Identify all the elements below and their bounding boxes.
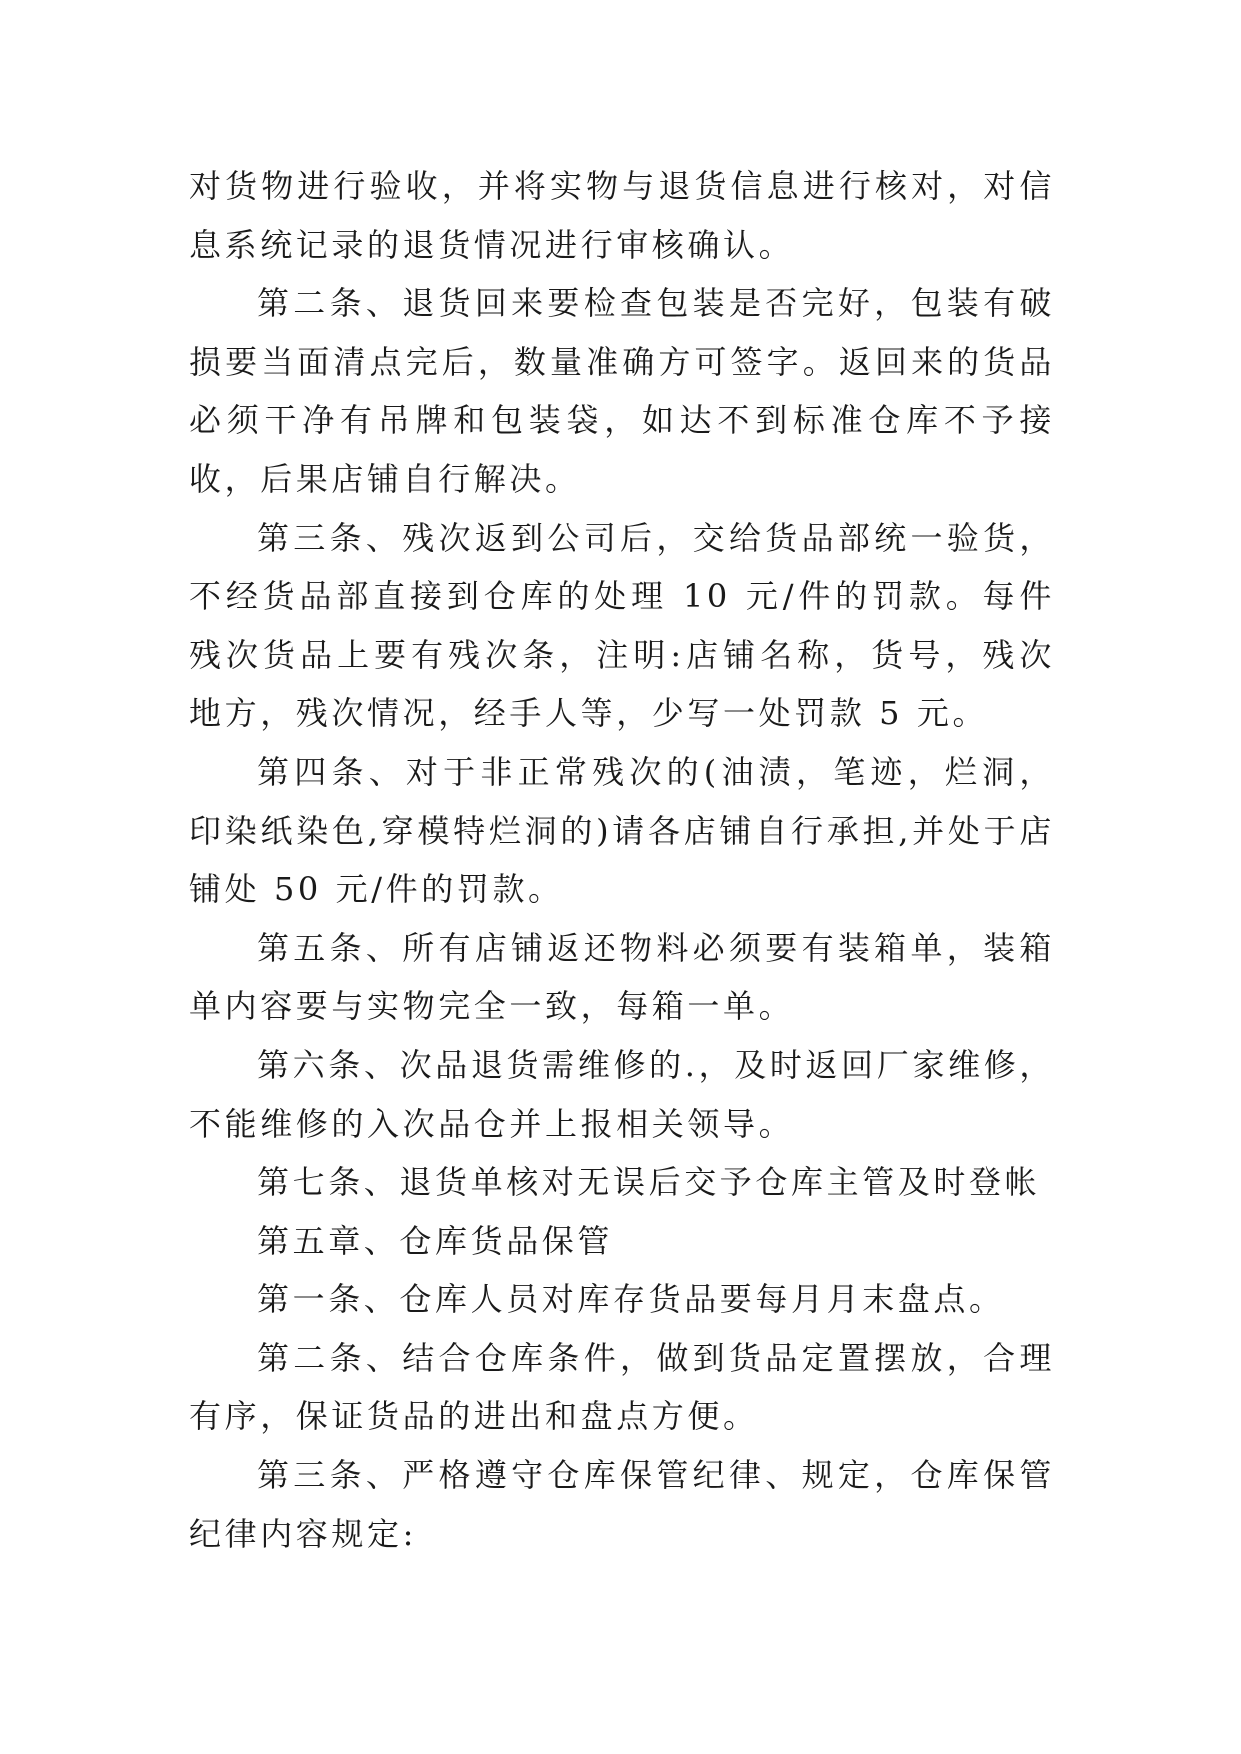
paragraph-article-4: 第四条、对于非正常残次的(油渍，笔迹，烂洞，印染纸染色,穿模特烂洞的)请各店铺自行承担,并处于店铺处 50 元/件的罚款。 [189, 752, 1055, 909]
paragraph-article-5: 第五条、所有店铺返还物料必须要有装箱单，装箱单内容要与实物完全一致，每箱一单。 [189, 928, 1055, 1026]
paragraph-article-7: 第七条、退货单核对无误后交予仓库主管及时登帐 [257, 1163, 1041, 1202]
paragraph-chapter5-article-3: 第三条、严格遵守仓库保管纪律、规定，仓库保管纪律内容规定: [189, 1456, 1055, 1553]
paragraph-article-6: 第六条、次品退货需维修的.，及时返回厂家维修，不能维修的入次品仓并上报相关领导。 [189, 1045, 1055, 1143]
chapter-heading: 第五章、仓库货品保管 [257, 1221, 614, 1260]
document-body [189, 157, 1055, 1563]
paragraph-article-2: 第二条、退货回来要检查包装是否完好，包装有破损要当面清点完后，数量准确方可签字。返回来的货品必须干净有吊牌和包装袋，如达不到标准仓库不予接收，后果店铺自行解决。 [189, 284, 1055, 498]
paragraph-continuation: 对货物进行验收，并将实物与退货信息进行核对，对信息系统记录的退货情况进行审核确认。 [189, 167, 1055, 264]
paragraph-article-3: 第三条、残次返到公司后，交给货品部统一验货，不经货品部直接到仓库的处理 10 元/件的罚款。每件残次货品上要有残次条，注明:店铺名称，货号，残次地方，残次情况，经手人等，少写一处罚款 5 元。 [189, 518, 1055, 733]
paragraph-chapter5-article-2: 第二条、结合仓库条件，做到货品定置摆放，合理有序，保证货品的进出和盘点方便。 [189, 1338, 1055, 1436]
paragraph-chapter5-article-1: 第一条、仓库人员对库存货品要每月月末盘点。 [257, 1280, 1005, 1319]
